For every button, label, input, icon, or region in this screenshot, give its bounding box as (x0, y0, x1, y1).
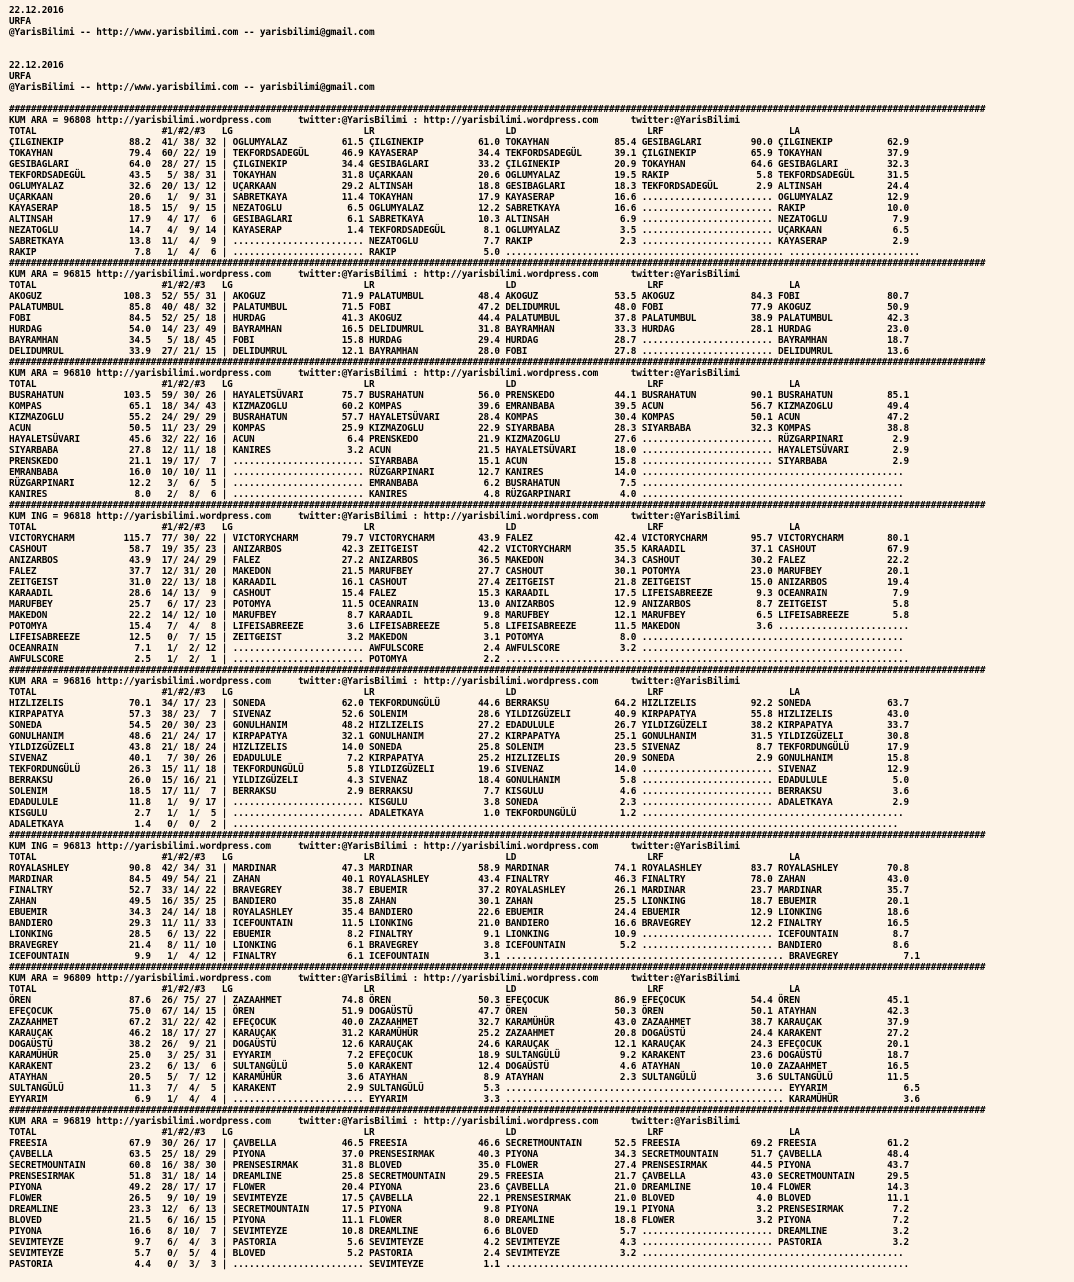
text-line: 22.12.2016 (9, 5, 64, 16)
text-line: ################################################################################################################################################################################### (9, 104, 986, 115)
text-line: @YarisBilimi -- http://www.yarisbilimi.com -- yarisbilimi@gmail.com (9, 27, 375, 38)
text-line: BUSRAHATUN 103.5 59/ 30/ 26 | HAYALETSÜVARI 75.7 BUSRAHATUN 56.0 PRENSKEDO 44.1 BUSRAHATUN 90.1 BUSRAHATUN 85.1 (9, 390, 909, 401)
text-line: FLOWER 26.5 9/ 10/ 19 | SEVIMTEYZE 17.5 ÇAVBELLA 22.1 PRENSESIRMAK 21.0 BLOVED 4.0 BLOVED 11.1 (9, 1193, 909, 1204)
text-line: KAYASERAP 18.5 15/ 9/ 15 | NEZATOGLU 6.5 OGLUMYALAZ 12.2 SABRETKAYA 16.6 ........................ RAKIP 10.0 (9, 203, 909, 214)
text-line: PIYONA 16.6 8/ 10/ 7 | SEVIMTEYZE 10.8 DREAMLINE 6.6 BLOVED 5.7 ........................ DREAMLINE 3.2 (9, 1226, 909, 1237)
text-line: KUM ING = 96818 http://yarisbilimi.wordpress.com twitter:@YarisBilimi : http://yarisbilimi.wordpress.com twitter:@YarisBilimi (9, 511, 740, 522)
text-line: DOGAÜSTÜ 38.2 26/ 9/ 21 | DOGAÜSTÜ 12.6 KARAUÇAK 24.6 KARAUÇAK 12.1 KARAUÇAK 24.3 EFEÇOCUK 20.1 (9, 1039, 909, 1050)
text-line (9, 93, 1074, 104)
text-line: OGLUMYALAZ 32.6 20/ 13/ 12 | UÇARKAAN 29.2 ALTINSAH 18.8 GESIBAGLARI 18.3 TEKFORDSADEGÜL 2.9 ALTINSAH 24.4 (9, 181, 909, 192)
text-line: PALATUMBUL 85.8 40/ 48/ 32 | PALATUMBUL 71.5 FOBI 47.2 DELIDUMRUL 48.0 FOBI 77.9 AKOGUZ 50.9 (9, 302, 909, 313)
text-line: KUM ARA = 96815 http://yarisbilimi.wordpress.com twitter:@YarisBilimi : http://yarisbilimi.wordpress.com twitter:@YarisBilimi (9, 269, 740, 280)
text-line: EMRANBABA 16.0 10/ 10/ 11 | ........................ RÜZGARPINARI 12.7 KANIRES 14.0 ................................................ (9, 467, 904, 478)
text-line: ZAHAN 49.5 16/ 35/ 25 | BANDIERO 35.8 ZAHAN 30.1 ZAHAN 25.5 LIONKING 18.7 EBUEMIR 20.1 (9, 896, 909, 907)
text-line: KANIRES 8.0 2/ 8/ 6 | ........................ KANIRES 4.8 RÜZGARPINARI 4.0 ................................................ (9, 489, 904, 500)
text-line: @YarisBilimi -- http://www.yarisbilimi.com -- yarisbilimi@gmail.com (9, 82, 375, 93)
text-line: KUM ARA = 96816 http://yarisbilimi.wordpress.com twitter:@YarisBilimi : http://yarisbilimi.wordpress.com twitter:@YarisBilimi (9, 676, 740, 687)
text-line: AKOGUZ 108.3 52/ 55/ 31 | AKOGUZ 71.9 PALATUMBUL 48.4 AKOGUZ 53.5 AKOGUZ 84.3 FOBI 80.7 (9, 291, 909, 302)
text-line: KARAADIL 28.6 14/ 13/ 9 | CASHOUT 15.4 FALEZ 15.3 KARAADIL 17.5 LIFEISABREEZE 9.3 OCEANRAIN 7.9 (9, 588, 909, 599)
text-line: KIZMAZOGLU 55.2 24/ 29/ 29 | BUSRAHATUN 57.7 HAYALETSÜVARI 28.4 KOMPAS 30.4 KOMPAS 50.1 ACUN 47.2 (9, 412, 909, 423)
text-line: KARAKENT 23.2 6/ 13/ 6 | SULTANGÜLÜ 5.0 KARAKENT 12.4 DOGAÜSTÜ 4.6 ATAYHAN 10.0 ZAZAAHMET 16.5 (9, 1061, 909, 1072)
text-line: ÇAVBELLA 63.5 25/ 18/ 29 | PIYONA 37.0 PRENSESIRMAK 40.3 PIYONA 34.3 SECRETMOUNTAIN 51.7 ÇAVBELLA 48.4 (9, 1149, 909, 1160)
text-line: ################################################################################################################################################################################### (9, 962, 986, 973)
text-line: URFA (9, 71, 31, 82)
text-line: DELIDUMRUL 33.9 27/ 21/ 15 | DELIDUMRUL 12.1 BAYRAMHAN 28.0 FOBI 27.8 ........................ DELIDUMRUL 13.6 (9, 346, 909, 357)
text-line: ICEFOUNTAIN 9.9 1/ 4/ 12 | FINALTRY 6.1 ICEFOUNTAIN 3.1 ................................................... BRAVEGREY 7.1 (9, 951, 920, 962)
text-line: AWFULSCORE 2.5 1/ 2/ 1 | ........................ POTOMYA 2.2 .......................................................................... (9, 654, 909, 665)
text-line: VICTORYCHARM 115.7 77/ 30/ 22 | VICTORYCHARM 79.7 VICTORYCHARM 43.9 FALEZ 42.4 VICTORYCHARM 95.7 VICTORYCHARM 80.1 (9, 533, 909, 544)
text-line: PRENSESIRMAK 51.8 31/ 18/ 14 | DREAMLINE 25.8 SECRETMOUNTAIN 29.5 FREESIA 21.7 ÇAVBELLA 43.0 SECRETMOUNTAIN 29.5 (9, 1171, 909, 1182)
text-line: TOTAL #1/#2/#3 LG LR LD LRF LA (9, 984, 800, 995)
text-line: PIYONA 49.2 28/ 17/ 17 | FLOWER 20.4 PIYONA 23.6 ÇAVBELLA 21.0 DREAMLINE 10.4 FLOWER 14.3 (9, 1182, 909, 1193)
text-line: KUM ARA = 96809 http://yarisbilimi.wordpress.com twitter:@YarisBilimi : http://yarisbilimi.wordpress.com twitter:@YarisBilimi (9, 973, 740, 984)
text-line: FINALTRY 52.7 33/ 14/ 22 | BRAVEGREY 38.7 EBUEMIR 37.2 ROYALASHLEY 26.1 MARDINAR 23.7 MARDINAR 35.7 (9, 885, 909, 896)
text-line: BLOVED 21.5 6/ 16/ 15 | PIYONA 11.1 FLOWER 8.0 DREAMLINE 18.8 FLOWER 3.2 PIYONA 7.2 (9, 1215, 909, 1226)
text-line: UÇARKAAN 20.6 1/ 9/ 31 | SABRETKAYA 11.4 TOKAYHAN 17.9 KAYASERAP 16.6 ........................ OGLUMYALAZ 12.9 (9, 192, 909, 203)
text-line: KUM ARA = 96808 http://yarisbilimi.wordpress.com twitter:@YarisBilimi : http://yarisbilimi.wordpress.com twitter:@YarisBilimi (9, 115, 740, 126)
text-line: RÜZGARPINARI 12.2 3/ 6/ 5 | ........................ EMRANBABA 6.2 BUSRAHATUN 7.5 ................................................ (9, 478, 904, 489)
text-line: EBUEMIR 34.3 24/ 14/ 18 | ROYALASHLEY 35.4 BANDIERO 22.6 EBUEMIR 24.4 EBUEMIR 12.9 LIONKING 18.6 (9, 907, 909, 918)
text-line: SONEDA 54.5 20/ 30/ 23 | GONULHANIM 48.2 HIZLIZELIS 27.2 EDADULULE 26.7 YILDIZGÜZELI 38.2 KIRPAPATYA 33.7 (9, 720, 909, 731)
text-line: ATAYHAN 20.5 5/ 7/ 12 | KARAMÜHÜR 3.6 ATAYHAN 8.9 ATAYHAN 2.3 SULTANGÜLÜ 3.6 SULTANGÜLÜ 11.5 (9, 1072, 909, 1083)
text-line: ROYALASHLEY 90.8 42/ 34/ 31 | MARDINAR 47.3 MARDINAR 58.9 MARDINAR 74.1 ROYALASHLEY 83.7 ROYALASHLEY 70.8 (9, 863, 909, 874)
text-line: TOTAL #1/#2/#3 LG LR LD LRF LA (9, 379, 800, 390)
text-line: HAYALETSÜVARI 45.6 32/ 22/ 16 | ACUN 6.4 PRENSKEDO 21.9 KIZMAZOGLU 27.6 ........................ RÜZGARPINARI 2.9 (9, 434, 909, 445)
text-line: GESIBAGLARI 64.0 28/ 27/ 15 | ÇILGINEKIP 34.4 GESIBAGLARI 33.2 ÇILGINEKIP 20.9 TOKAYHAN 64.6 GESIBAGLARI 32.3 (9, 159, 909, 170)
text-line: MAKEDON 22.2 14/ 12/ 10 | MARUFBEY 8.7 KARAADIL 9.8 MARUFBEY 12.1 MARUFBEY 6.5 LIFEISABREEZE 5.8 (9, 610, 909, 621)
text-line: URFA (9, 16, 31, 27)
text-line: TOTAL #1/#2/#3 LG LR LD LRF LA (9, 687, 800, 698)
text-line: BERRAKSU 26.0 15/ 16/ 21 | YILDIZGÜZELI 4.3 SIVENAZ 18.4 GONULHANIM 5.8 ........................ EDADULULE 5.0 (9, 775, 909, 786)
text-line: KUM ARA = 96819 http://yarisbilimi.wordpress.com twitter:@YarisBilimi : http://yarisbilimi.wordpress.com twitter:@YarisBilimi (9, 1116, 740, 1127)
text-line: ################################################################################################################################################################################### (9, 1105, 986, 1116)
text-line: KUM ING = 96813 http://yarisbilimi.wordpress.com twitter:@YarisBilimi : http://yarisbilimi.wordpress.com twitter:@YarisBilimi (9, 841, 740, 852)
text-line: CASHOUT 58.7 19/ 35/ 23 | ANIZARBOS 42.3 ZEITGEIST 42.2 VICTORYCHARM 35.5 KARAADIL 37.1 CASHOUT 67.9 (9, 544, 909, 555)
text-line: KARAUÇAK 46.2 18/ 17/ 27 | KARAUÇAK 31.2 KARAMÜHÜR 25.2 ZAZAAHMET 20.8 DOGAÜSTÜ 24.4 KARAKENT 27.2 (9, 1028, 909, 1039)
text-line: TOKAYHAN 79.4 60/ 22/ 19 | TEKFORDSADEGÜL 46.9 KAYASERAP 34.4 TEKFORDSADEGÜL 39.1 ÇILGINEKIP 65.9 TOKAYHAN 37.9 (9, 148, 909, 159)
text-line: MARUFBEY 25.7 6/ 17/ 23 | POTOMYA 11.5 OCEANRAIN 13.0 ANIZARBOS 12.9 ANIZARBOS 8.7 ZEITGEIST 5.8 (9, 599, 909, 610)
text-line: HIZLIZELIS 70.1 34/ 17/ 23 | SONEDA 62.0 TEKFORDUNGÜLÜ 44.6 BERRAKSU 64.2 HIZLIZELIS 92.2 SONEDA 63.7 (9, 698, 909, 709)
text-line: KARAMÜHÜR 25.0 3/ 25/ 31 | EYYARIM 7.2 EFEÇOCUK 18.9 SULTANGÜLÜ 9.2 KARAKENT 23.6 DOGAÜSTÜ 18.7 (9, 1050, 909, 1061)
text-line: ################################################################################################################################################################################### (9, 665, 986, 676)
text-line: EYYARIM 6.9 1/ 4/ 4 | ........................ EYYARIM 3.3 ................................................... KARAMÜHÜR 3.6 (9, 1094, 920, 1105)
text-line: TOTAL #1/#2/#3 LG LR LD LRF LA (9, 1127, 800, 1138)
text-line: YILDIZGÜZELI 43.8 21/ 18/ 24 | HIZLIZELIS 14.0 SONEDA 25.8 SOLENIM 23.5 SIVENAZ 8.7 TEKFORDUNGÜLÜ 17.9 (9, 742, 909, 753)
text-line: RAKIP 7.8 1/ 4/ 6 | ........................ RAKIP 5.0 ................................................... ........................ (9, 247, 920, 258)
text-line: 22.12.2016 (9, 60, 64, 71)
text-line: POTOMYA 15.4 7/ 4/ 8 | LIFEISABREEZE 3.6 LIFEISABREEZE 5.8 LIFEISABREEZE 11.5 MAKEDON 3.6 ........................ (9, 621, 909, 632)
text-line: FALEZ 37.7 12/ 31/ 20 | MAKEDON 21.5 MARUFBEY 27.7 CASHOUT 30.1 POTOMYA 23.0 MARUFBEY 20.1 (9, 566, 909, 577)
text-line: ZEITGEIST 31.0 22/ 13/ 18 | KARAADIL 16.1 CASHOUT 27.4 ZEITGEIST 21.8 ZEITGEIST 15.0 ANIZARBOS 19.4 (9, 577, 909, 588)
text-line: SECRETMOUNTAIN 60.8 16/ 38/ 30 | PRENSESIRMAK 31.8 BLOVED 35.0 FLOWER 27.4 PRENSESIRMAK 44.5 PIYONA 43.7 (9, 1160, 909, 1171)
text-line: ADALETKAYA 1.4 0/ 0/ 2 | .......................................................................................................................... (9, 819, 899, 830)
text-line: SULTANGÜLÜ 11.3 7/ 4/ 5 | KARAKENT 2.9 SULTANGÜLÜ 5.3 ................................................... EYYARIM 6.5 (9, 1083, 920, 1094)
text-line: MARDINAR 84.5 49/ 54/ 21 | ZAHAN 40.1 ROYALASHLEY 43.4 FINALTRY 46.3 FINALTRY 78.0 ZAHAN 43.0 (9, 874, 909, 885)
text-line: PRENSKEDO 21.1 19/ 17/ 7 | ........................ SIYARBABA 15.1 ACUN 15.8 ........................ SIYARBABA 2.9 (9, 456, 909, 467)
text-line: EDADULULE 11.8 1/ 9/ 17 | ........................ KISGULU 3.8 SONEDA 2.3 ........................ ADALETKAYA 2.9 (9, 797, 909, 808)
text-line: NEZATOGLU 14.7 4/ 9/ 14 | KAYASERAP 1.4 TEKFORDSADEGÜL 8.1 OGLUMYALAZ 3.5 ........................ UÇARKAAN 6.5 (9, 225, 909, 236)
text-line: LIFEISABREEZE 12.5 0/ 7/ 15 | ZEITGEIST 3.2 MAKEDON 3.1 POTOMYA 8.0 ................................................ (9, 632, 904, 643)
text-line: SIYARBABA 27.8 12/ 11/ 18 | KANIRES 3.2 ACUN 21.5 HAYALETSÜVARI 18.0 ........................ HAYALETSÜVARI 2.9 (9, 445, 909, 456)
text-line: KISGULU 2.7 1/ 1/ 5 | ........................ ADALETKAYA 1.0 TEKFORDUNGÜLÜ 1.2 ................................................ (9, 808, 904, 819)
text-line: KOMPAS 65.1 18/ 34/ 43 | KIZMAZOGLU 60.2 KOMPAS 39.6 EMRANBABA 39.5 ACUN 56.7 KIZMAZOGLU 49.4 (9, 401, 909, 412)
text-line: BAYRAMHAN 34.5 5/ 18/ 45 | FOBI 15.8 HURDAG 29.4 HURDAG 28.7 ........................ BAYRAMHAN 18.7 (9, 335, 909, 346)
text-line: SEVIMTEYZE 5.7 0/ 5/ 4 | BLOVED 5.2 PASTORIA 2.4 SEVIMTEYZE 3.2 ................................................ (9, 1248, 904, 1259)
text-line: SEVIMTEYZE 9.7 6/ 4/ 3 | PASTORIA 5.6 SEVIMTEYZE 4.2 SEVIMTEYZE 4.3 ........................ PASTORIA 3.2 (9, 1237, 909, 1248)
text-line: ÇILGINEKIP 88.2 41/ 38/ 32 | OGLUMYALAZ 61.5 ÇILGINEKIP 61.0 TOKAYHAN 85.4 GESIBAGLARI 90.0 ÇILGINEKIP 62.9 (9, 137, 909, 148)
text-line: SOLENIM 18.5 17/ 11/ 7 | BERRAKSU 2.9 BERRAKSU 7.7 KISGULU 4.6 ........................ BERRAKSU 3.6 (9, 786, 909, 797)
text-line: TEKFORDSADEGÜL 43.5 5/ 38/ 31 | TOKAYHAN 31.8 UÇARKAAN 20.6 OGLUMYALAZ 19.5 RAKIP 5.8 TEKFORDSADEGÜL 31.5 (9, 170, 909, 181)
text-line: GONULHANIM 48.6 21/ 24/ 17 | KIRPAPATYA 32.1 GONULHANIM 27.2 KIRPAPATYA 25.1 GONULHANIM 31.5 YILDIZGÜZELI 30.8 (9, 731, 909, 742)
text-line: KIRPAPATYA 57.3 38/ 23/ 7 | SIVENAZ 52.6 SOLENIM 28.6 YILDIZGÜZELI 40.9 KIRPAPATYA 55.8 HIZLIZELIS 43.0 (9, 709, 909, 720)
text-line: DREAMLINE 23.3 12/ 6/ 13 | SECRETMOUNTAIN 17.5 PIYONA 9.8 PIYONA 19.1 PIYONA 3.2 PRENSESIRMAK 7.2 (9, 1204, 909, 1215)
text-line: PASTORIA 4.4 0/ 3/ 3 | ........................ SEVIMTEYZE 1.1 .......................................................................... (9, 1259, 909, 1270)
text-line: LIONKING 28.5 6/ 13/ 22 | EBUEMIR 8.2 FINALTRY 9.1 LIONKING 10.9 ........................ ICEFOUNTAIN 8.7 (9, 929, 909, 940)
text-line: SABRETKAYA 13.8 11/ 4/ 9 | ........................ NEZATOGLU 7.7 RAKIP 2.3 ........................ KAYASERAP 2.9 (9, 236, 909, 247)
text-line: SIVENAZ 40.1 7/ 30/ 26 | EDADULULE 7.2 KIRPAPATYA 25.2 HIZLIZELIS 20.9 SONEDA 2.9 GONULHANIM 15.8 (9, 753, 909, 764)
text-line: KUM ARA = 96810 http://yarisbilimi.wordpress.com twitter:@YarisBilimi : http://yarisbilimi.wordpress.com twitter:@YarisBilimi (9, 368, 740, 379)
text-line (9, 49, 1074, 60)
text-line: FOBI 84.5 52/ 25/ 18 | HURDAG 41.3 AKOGUZ 44.4 PALATUMBUL 37.8 PALATUMBUL 38.9 PALATUMBUL 42.3 (9, 313, 909, 324)
text-line: ################################################################################################################################################################################### (9, 258, 986, 269)
text-line: ANIZARBOS 43.9 17/ 24/ 29 | FALEZ 27.2 ANIZARBOS 36.5 MAKEDON 34.3 CASHOUT 30.2 FALEZ 22.2 (9, 555, 909, 566)
text-line: ZAZAAHMET 67.2 31/ 22/ 42 | EFEÇOCUK 40.0 ZAZAAHMET 32.7 KARAMÜHÜR 43.0 ZAZAAHMET 38.7 KARAUÇAK 37.9 (9, 1017, 909, 1028)
text-line: ALTINSAH 17.9 4/ 17/ 6 | GESIBAGLARI 6.1 SABRETKAYA 10.3 ALTINSAH 6.9 ........................ NEZATOGLU 7.9 (9, 214, 909, 225)
text-line: TOTAL #1/#2/#3 LG LR LD LRF LA (9, 852, 800, 863)
text-line: OCEANRAIN 7.1 1/ 2/ 12 | ........................ AWFULSCORE 2.4 AWFULSCORE 3.2 ................................................ (9, 643, 904, 654)
text-line: BANDIERO 29.3 11/ 11/ 33 | ICEFOUNTAIN 11.5 LIONKING 21.0 BANDIERO 16.6 BRAVEGREY 12.2 FINALTRY 16.5 (9, 918, 909, 929)
text-line: HURDAG 54.0 14/ 23/ 49 | BAYRAMHAN 16.5 DELIDUMRUL 31.8 BAYRAMHAN 33.3 HURDAG 28.1 HURDAG 23.0 (9, 324, 909, 335)
text-line: FREESIA 67.9 30/ 26/ 17 | ÇAVBELLA 46.5 FREESIA 46.6 SECRETMOUNTAIN 52.5 FREESIA 69.2 FREESIA 61.2 (9, 1138, 909, 1149)
text-line: BRAVEGREY 21.4 8/ 11/ 10 | LIONKING 6.1 BRAVEGREY 3.8 ICEFOUNTAIN 5.2 ........................ BANDIERO 8.6 (9, 940, 909, 951)
text-line (9, 38, 1074, 49)
text-line: ################################################################################################################################################################################### (9, 357, 986, 368)
text-line: ÖREN 87.6 26/ 75/ 27 | ZAZAAHMET 74.8 ÖREN 50.3 EFEÇOCUK 86.9 EFEÇOCUK 54.4 ÖREN 45.1 (9, 995, 909, 1006)
text-line: ACUN 50.5 11/ 23/ 29 | KOMPAS 25.9 KIZMAZOGLU 22.9 SIYARBABA 28.3 SIYARBABA 32.3 KOMPAS 38.8 (9, 423, 909, 434)
text-line: ################################################################################################################################################################################### (9, 830, 986, 841)
text-line: TEKFORDUNGÜLÜ 26.3 15/ 11/ 18 | TEKFORDUNGÜLÜ 5.8 YILDIZGÜZELI 19.6 SIVENAZ 14.0 ........................ SIVENAZ 12.9 (9, 764, 909, 775)
text-line: EFEÇOCUK 75.0 67/ 14/ 15 | ÖREN 51.9 DOGAÜSTÜ 47.7 ÖREN 50.3 ÖREN 50.1 ATAYHAN 42.3 (9, 1006, 909, 1017)
text-line: TOTAL #1/#2/#3 LG LR LD LRF LA (9, 280, 800, 291)
text-line: ################################################################################################################################################################################### (9, 500, 986, 511)
text-line: TOTAL #1/#2/#3 LG LR LD LRF LA (9, 522, 800, 533)
text-line: TOTAL #1/#2/#3 LG LR LD LRF LA (9, 126, 800, 137)
